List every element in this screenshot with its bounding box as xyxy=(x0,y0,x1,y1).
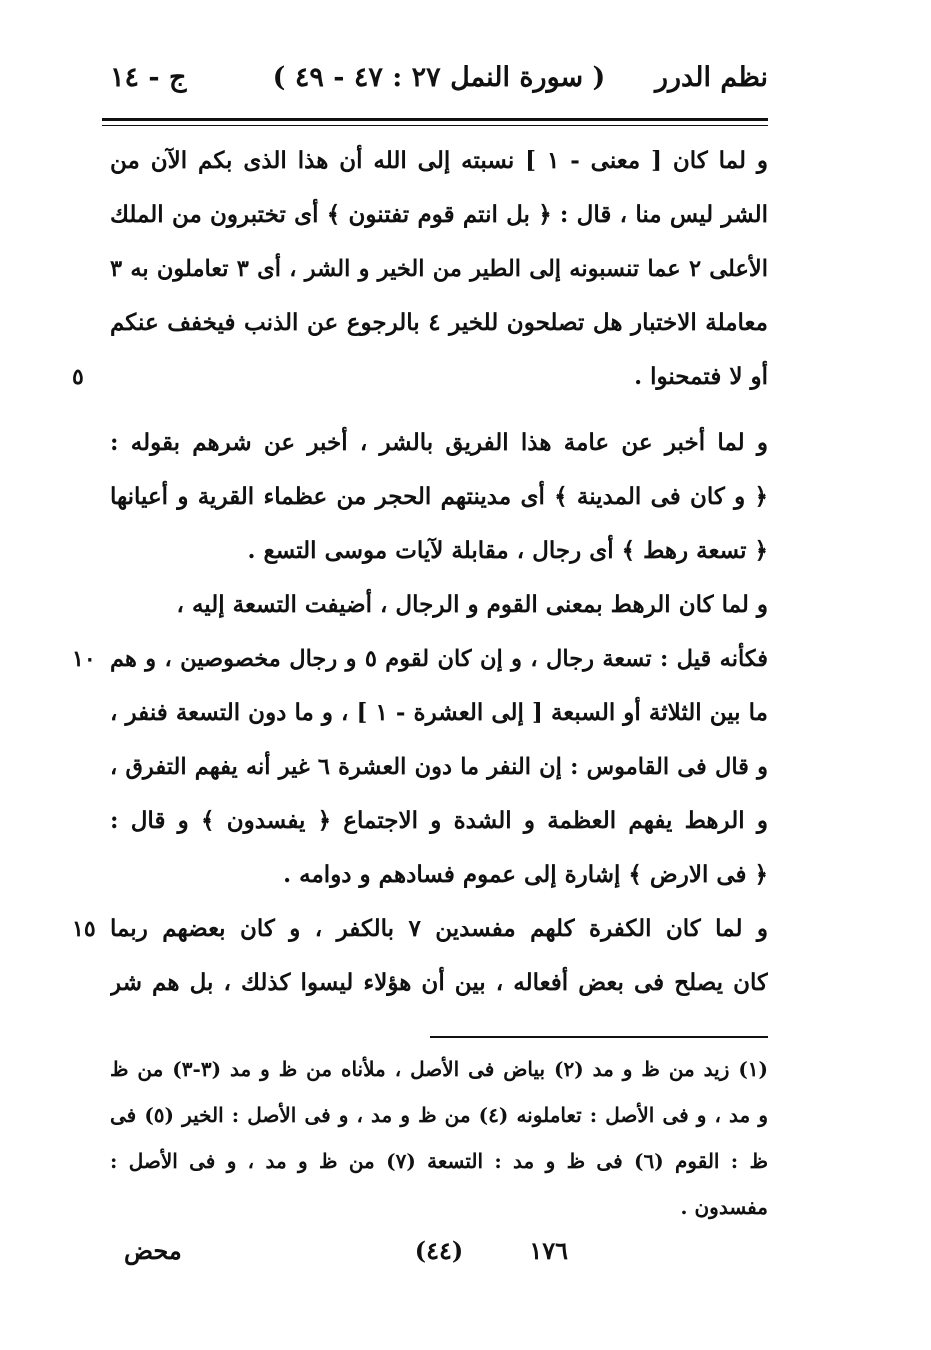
text-line: ما بين الثلاثة أو السبعة [ إلى العشرة - ١ ] ، و ما دون التسعة فنفر ، xyxy=(110,699,768,726)
text-line: ﴿ و كان فى المدينة ﴾ أى مدينتهم الحجر من عظماء القرية و أعيانها xyxy=(110,483,768,510)
text-line: و قال فى القاموس : إن النفر ما دون العشرة ٦ غير أنه يفهم التفرق ، xyxy=(110,754,768,780)
running-header xyxy=(110,62,768,106)
text-line: و لما كان الكفرة كلهم مفسدين ٧ بالكفر ، و كان بعضهم ربما xyxy=(110,915,768,942)
signature-mark: محض xyxy=(124,1236,182,1265)
header-rule-thick xyxy=(102,118,768,121)
text-line: و لما كان [ معنى - ١ ] نسبته إلى الله أن هذا الذى بكم الآن من xyxy=(110,147,768,174)
sheet-number: (٤٤) xyxy=(414,1236,464,1265)
footnotes xyxy=(110,1046,768,1230)
footnote-line: مفسدون . xyxy=(680,1195,768,1219)
text-line: ﴿ فى الارض ﴾ إشارة إلى عموم فسادهم و دوامه . xyxy=(283,861,768,888)
main-text: و لما كان [ معنى - ١ ] نسبته إلى الله أن هذا الذى بكم الآن من الشر ليس منا ، قال : ﴿ بل انتم قوم تفتنون ﴾ أى تختبرون من الملك الأعلى ٢ عما تنسبونه إلى الطير من الخير و الشر ، أى ٣ تعاملون به ٣ معاملة الاختبار هل تصلحون للخير ٤ بالرجوع عن الذنب فيخفف عنكم ٥ أو لا فتمحنوا . و لما أخبر عن عامة هذا الفريق بالشر ، أخبر عن شرهم بقوله : ﴿ و كان فى المدينة ﴾ أى مدينتهم الحجر من عظماء القرية و أعيانها ﴿ تسعة رهط ﴾ أى رجال ، مقابلة لآيات موسى التسع . و لما كان الرهط بمعنى القوم و الرجال ، أضيفت التسعة إليه ، ١٠ فكأنه قيل : تسعة رجال ، و إن كان لقوم ٥ و رجال مخصوصين ، و هم ما بين الثلاثة أو السبعة [ إلى العشرة - ١ ] ، و ما دون التسعة فنفر ، و قال فى القاموس : إن النفر ما دون العشرة ٦ غير أنه يفهم التفرق ، و الرهط يفهم العظمة و الشدة و الاجتماع ﴿ يفسدون ﴾ و قال : ﴿ فى الارض ﴾ إشارة إلى عموم فسادهم و دوامه . ١٥ و لما كان الكفرة كلهم مفسدين ٧ بالكفر ، و كان بعضهم ربما كان يصلح فى بعض أفعاله ، بين أن هؤلاء ليسوا كذلك ، بل هم شر xyxy=(110,134,768,1010)
text-line: معاملة الاختبار هل تصلحون للخير ٤ بالرجوع عن الذنب فيخفف عنكم xyxy=(110,309,768,336)
text-line: و الرهط يفهم العظمة و الشدة و الاجتماع ﴿ يفسدون ﴾ و قال : xyxy=(110,807,768,834)
footnote-rule xyxy=(430,1036,768,1038)
page-number: ١٧٦ xyxy=(529,1236,568,1265)
header-rule-thin xyxy=(102,125,768,126)
volume-number: ج - ١٤ xyxy=(110,62,187,93)
text-line: و لما كان الرهط بمعنى القوم و الرجال ، أضيفت التسعة إليه ، xyxy=(176,591,768,618)
text-line: و لما أخبر عن عامة هذا الفريق بالشر ، أخبر عن شرهم بقوله : xyxy=(110,429,768,456)
text-line: الأعلى ٢ عما تنسبونه إلى الطير من الخير و الشر ، أى ٣ تعاملون به ٣ xyxy=(110,256,768,282)
text-line: الشر ليس منا ، قال : ﴿ بل انتم قوم تفتنون ﴾ أى تختبرون من الملك xyxy=(110,201,768,228)
text-line: فكأنه قيل : تسعة رجال ، و إن كان لقوم ٥ و رجال مخصوصين ، و هم xyxy=(110,646,768,672)
text-line: أو لا فتمحنوا . xyxy=(634,363,768,390)
surah-reference: ( سورة النمل ٢٧ : ٤٧ - ٤٩ ) xyxy=(272,62,606,93)
text-line: ﴿ تسعة رهط ﴾ أى رجال ، مقابلة لآيات موسى التسع . xyxy=(247,537,768,564)
book-title: نظم الدرر xyxy=(654,62,768,93)
page-footer xyxy=(110,1236,768,1276)
text-line: كان يصلح فى بعض أفعاله ، بين أن هؤلاء ليسوا كذلك ، بل هم شر xyxy=(110,969,768,996)
footnote-line: و مد ، و فى الأصل : تعاملونه (٤) من ظ و مد ، و فى الأصل : الخير (٥) فى xyxy=(110,1103,768,1127)
footnote-line: ظ : القوم (٦) فى ظ و مد : التسعة (٧) من ظ و مد ، و فى الأصل : xyxy=(110,1149,768,1173)
footnote-line: (١) زيد من ظ و مد (٢) بياض فى الأصل ، ملأناه من ظ و مد (٣-٣) من ظ xyxy=(110,1057,768,1081)
